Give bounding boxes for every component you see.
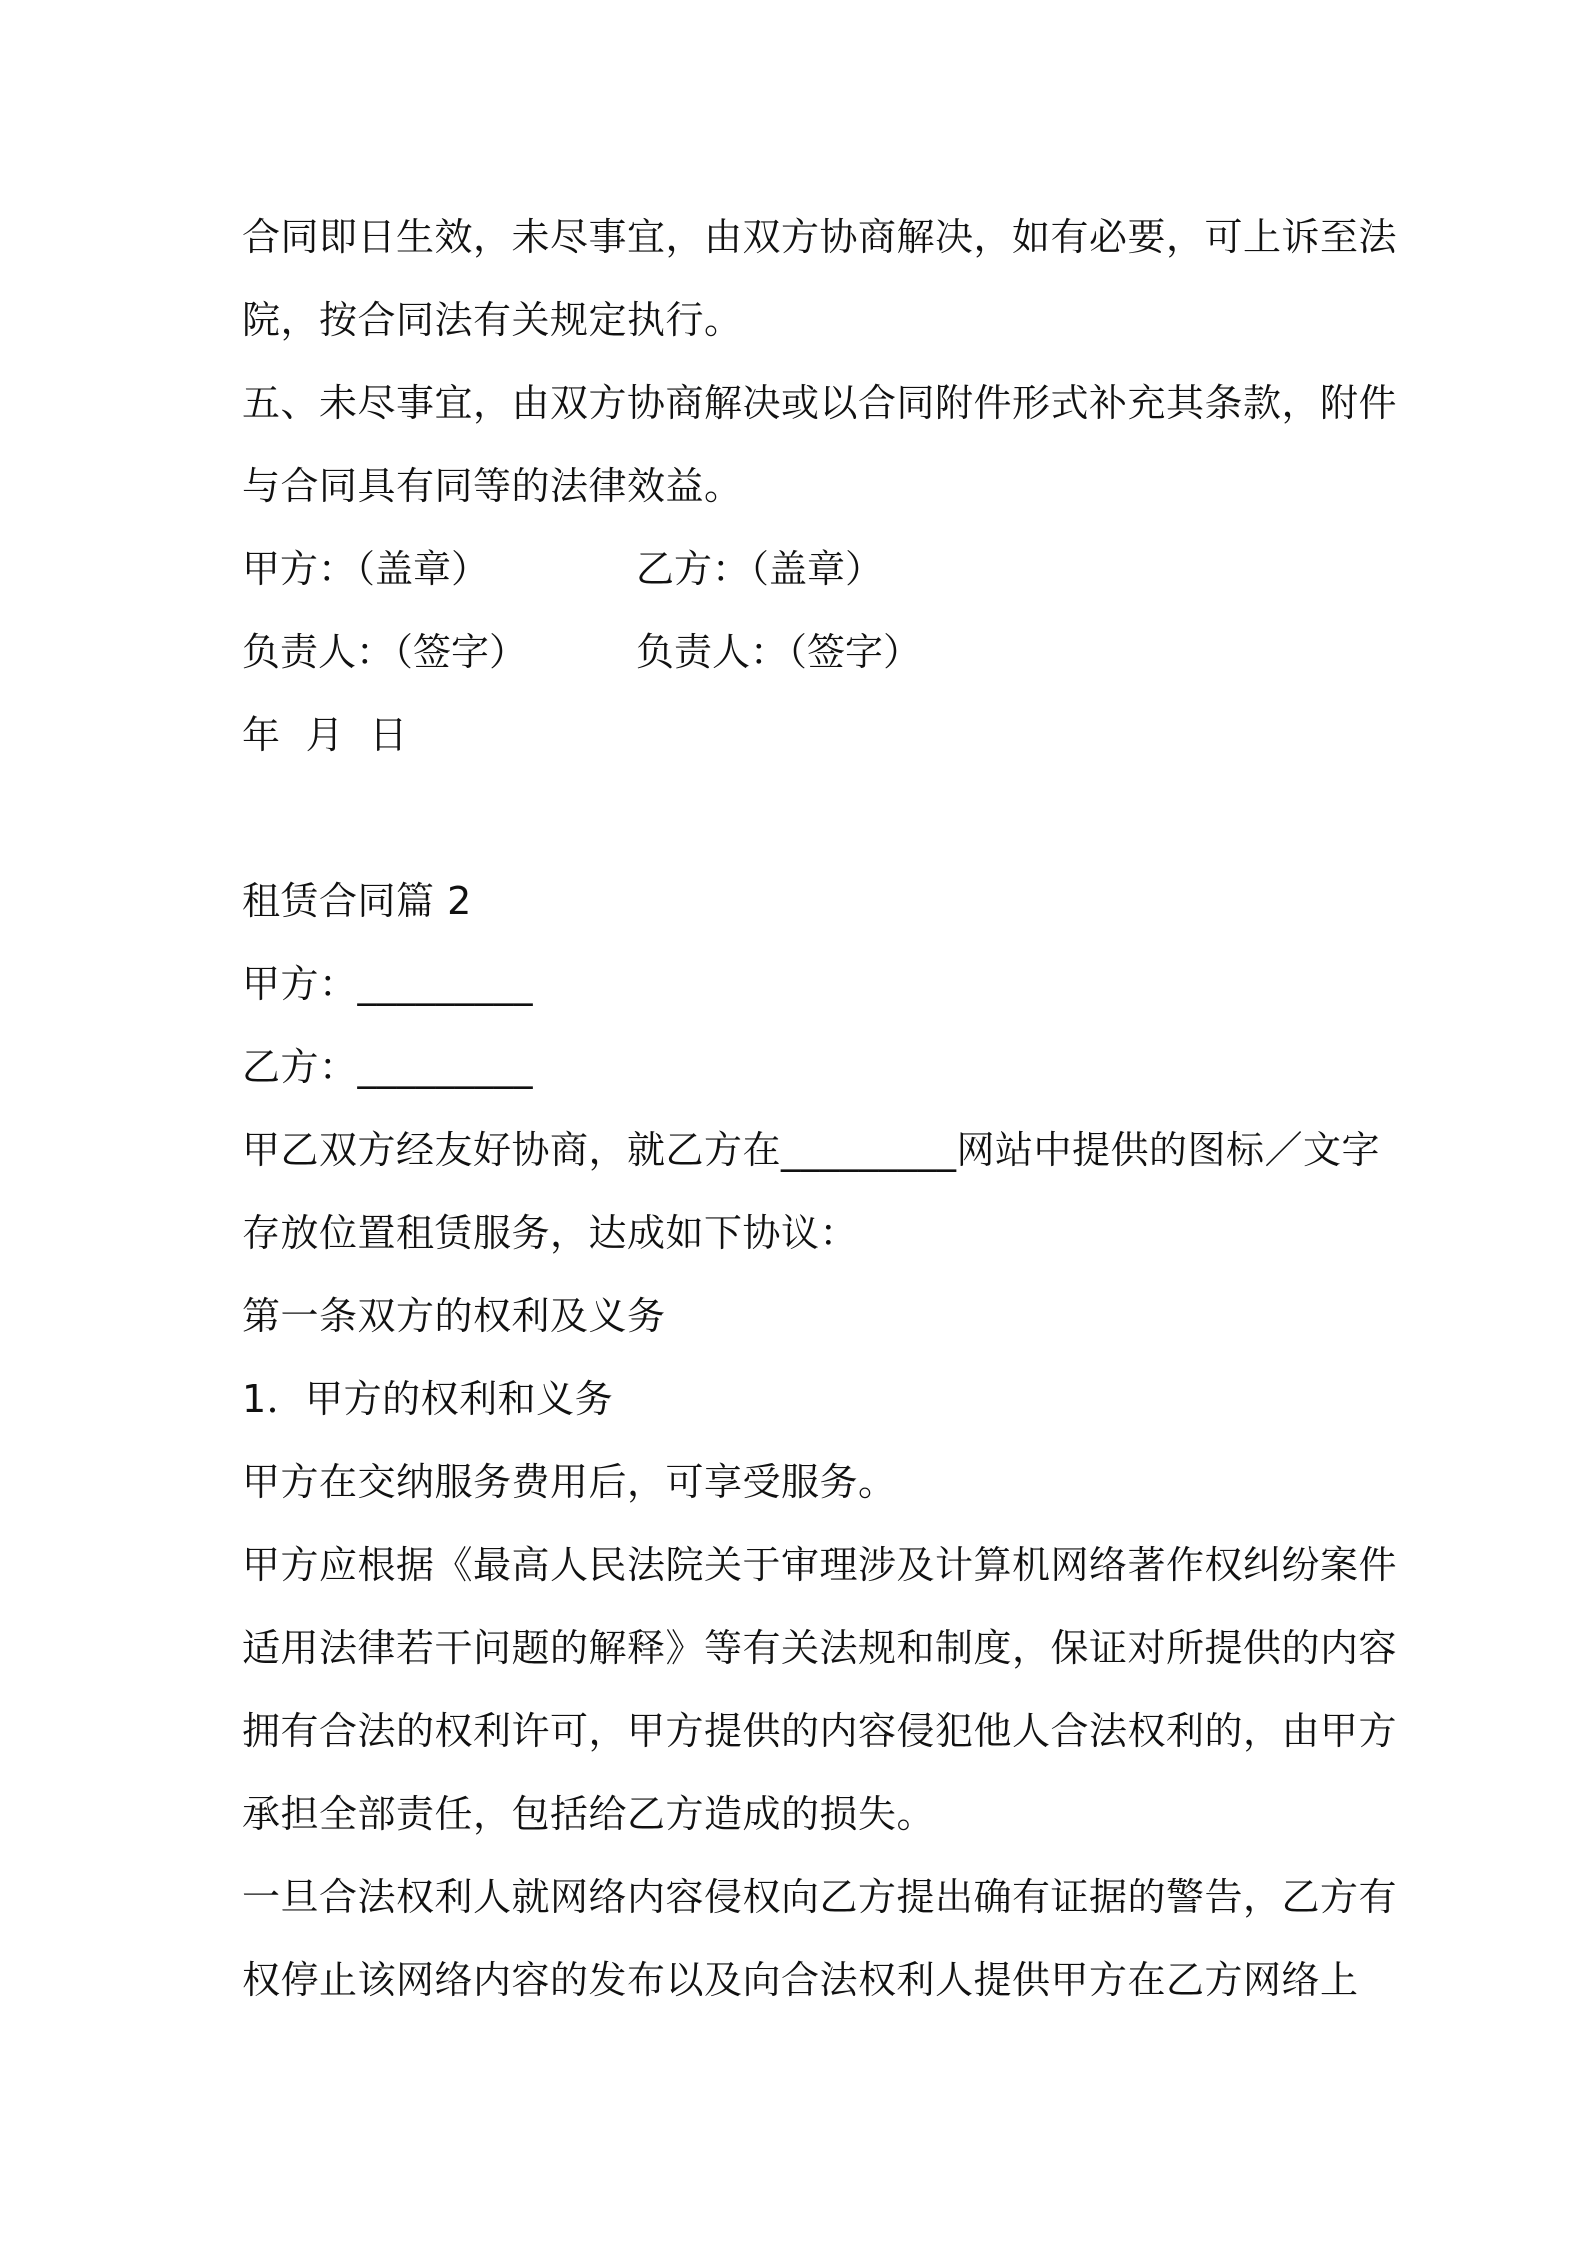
clause-heading: 1．甲方的权利和义务 — [242, 1377, 614, 1421]
paragraph-line: 五、未尽事宜，由双方协商解决或以合同附件形式补充其条款，附件 — [242, 381, 1398, 425]
party-b-signer-label: 负责人：（签字） — [636, 630, 922, 674]
section-title: 租赁合同篇 2 — [242, 879, 472, 923]
paragraph-line: 院，按合同法有关规定执行。 — [242, 298, 743, 342]
paragraph-line: 一旦合法权利人就网络内容侵权向乙方提出确有证据的警告，乙方有 — [242, 1875, 1398, 1919]
paragraph-line: 权停止该网络内容的发布以及向合法权利人提供甲方在乙方网络上 — [242, 1958, 1359, 2002]
paragraph-line: 拥有合法的权利许可，甲方提供的内容侵犯他人合法权利的，由甲方 — [242, 1709, 1398, 1753]
paragraph-line: 承担全部责任，包括给乙方造成的损失。 — [242, 1792, 936, 1836]
party-b-seal-label: 乙方：（盖章） — [636, 547, 884, 591]
paragraph-line: 适用法律若干问题的解释》等有关法规和制度，保证对所提供的内容 — [242, 1626, 1398, 1670]
paragraph-line: 甲乙双方经友好协商，就乙方在_________网站中提供的图标／文字 — [242, 1128, 1381, 1172]
party-a-seal-label: 甲方：（盖章） — [242, 547, 490, 591]
party-a-signer-label: 负责人：（签字） — [242, 630, 528, 674]
party-b-line: 乙方：_________ — [242, 1045, 534, 1089]
document-body — [242, 196, 1398, 2022]
signature-row — [242, 611, 1362, 694]
article-heading: 第一条双方的权利及义务 — [242, 1294, 666, 1338]
paragraph-line: 与合同具有同等的法律效益。 — [242, 464, 743, 508]
paragraph-line: 甲方应根据《最高人民法院关于审理涉及计算机网络著作权纠纷案件 — [242, 1543, 1398, 1587]
seal-row — [242, 528, 1362, 611]
party-a-line: 甲方：_________ — [242, 962, 534, 1006]
section-spacer — [242, 777, 1362, 860]
date-line: 年 月 日 — [242, 713, 408, 757]
paragraph-line: 存放位置租赁服务，达成如下协议： — [242, 1211, 859, 1255]
paragraph-line: 合同即日生效，未尽事宜，由双方协商解决，如有必要，可上诉至法 — [242, 215, 1398, 259]
paragraph-line: 甲方在交纳服务费用后，可享受服务。 — [242, 1460, 897, 1504]
